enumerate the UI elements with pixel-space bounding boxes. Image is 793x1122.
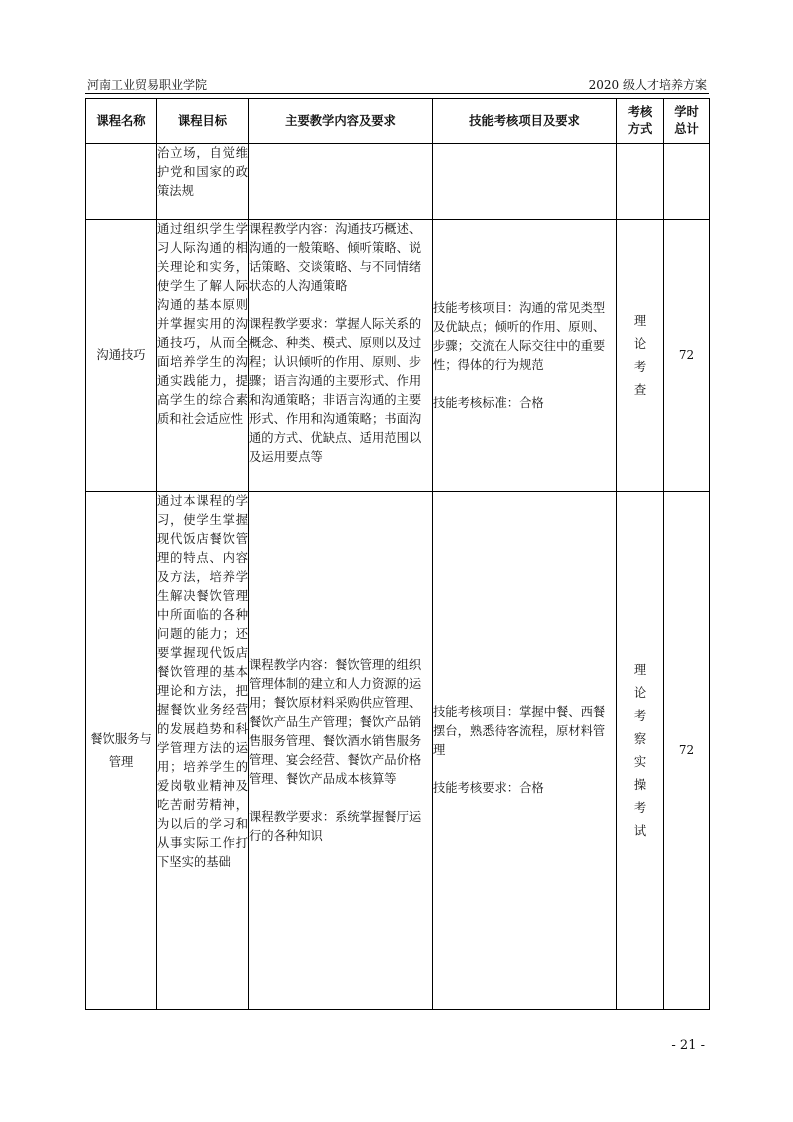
header-rule (85, 93, 709, 94)
course-goal: 治立场，自觉维护党和国家的政策法规 (157, 144, 249, 220)
col-course-goal: 课程目标 (157, 99, 249, 144)
table-row (86, 220, 710, 492)
table-row (86, 144, 710, 220)
teaching-requirement-text: 课程教学要求：系统掌握餐厅运行的各种知识 (249, 809, 422, 843)
school-name: 河南工业贸易职业学院 (87, 78, 208, 92)
teaching-requirement-text: 课程教学要求：掌握人际关系的概念、种类、模式、原则以及过程；认识倾听的作用、原则、步骤；语言沟通的主要形式、作用和沟通策略；非语言沟通的主要形式、作用和沟通策略；书面沟通的方式、优缺点、适用范围以及运用要点等 (249, 317, 422, 464)
page-number: - 21 - (671, 1038, 705, 1053)
skill-assessment (433, 492, 617, 1010)
course-goal: 通过组织学生学习人际沟通的相关理论和实务，使学生了解人际沟通的基本原则并掌握实用的沟通技巧，从而全面培养学生的沟通实践能力，提高学生的综合素质和社会适应性 (157, 220, 249, 492)
document-title: 2020 级人才培养方案 (588, 78, 707, 92)
teaching-content-text: 课程教学内容：沟通技巧概述、沟通的一般策略、倾听策略、说话策略、交谈策略、与不同情绪状态的人沟通策略 (249, 222, 422, 293)
table-header-row (86, 99, 710, 144)
col-assessment-method-line2: 方式 (627, 122, 653, 136)
col-total-hours-line1: 学时 (674, 105, 699, 119)
skill-standard-text: 技能考核标准：合格 (433, 395, 544, 410)
col-assessment-method (617, 99, 664, 144)
skill-assessment (433, 144, 617, 220)
course-name: 餐饮服务与管理 (86, 492, 157, 1010)
teaching-content (249, 144, 433, 220)
col-assessment-method-line1: 考核 (627, 105, 653, 119)
skill-assessment (433, 220, 617, 492)
table-row (86, 492, 710, 1010)
col-teaching-content: 主要教学内容及要求 (249, 99, 433, 144)
col-skill-assessment: 技能考核项目及要求 (433, 99, 617, 144)
total-hours: 72 (664, 220, 710, 492)
course-name (86, 144, 157, 220)
col-total-hours (664, 99, 710, 144)
teaching-content (249, 220, 433, 492)
course-goal: 通过本课程的学习，使学生掌握现代饭店餐饮管理的特点、内容及方法，培养学生解决餐饮管理中所面临的各种问题的能力；还要掌握现代饭店餐饮管理的基本理论和方法，把握餐饮业务经营的发展趋势和科学管理方法的运用；培养学生的爱岗敬业精神及吃苦耐劳精神，为以后的学习和从事实际工作打下坚实的基础 (157, 492, 249, 1010)
skill-items-text: 技能考核项目：掌握中餐、西餐摆台，熟悉待客流程，原材料管理 (433, 705, 606, 757)
total-hours (664, 144, 710, 220)
skill-items-text: 技能考核项目：沟通的常见类型及优缺点；倾听的作用、原则、步骤；交流在人际交往中的重要性；得体的行为规范 (433, 300, 606, 372)
teaching-content-text: 课程教学内容：餐饮管理的组织管理体制的建立和人力资源的运用；餐饮原材料采购供应管理、餐饮产品生产管理；餐饮产品销售服务管理、餐饮酒水销售服务管理、宴会经营、餐饮产品价格管理、餐饮产品成本核算等 (249, 657, 422, 786)
assessment-method: 理论考查 (617, 220, 664, 492)
course-table (85, 98, 710, 1010)
page-header (85, 74, 709, 94)
total-hours: 72 (664, 492, 710, 1010)
teaching-content (249, 492, 433, 1010)
skill-standard-text: 技能考核要求：合格 (433, 781, 544, 795)
col-total-hours-line2: 总计 (674, 122, 699, 136)
assessment-method (617, 144, 664, 220)
course-name: 沟通技巧 (86, 220, 157, 492)
col-course-name: 课程名称 (86, 99, 157, 144)
assessment-method: 理论考察实操考试 (617, 492, 664, 1010)
